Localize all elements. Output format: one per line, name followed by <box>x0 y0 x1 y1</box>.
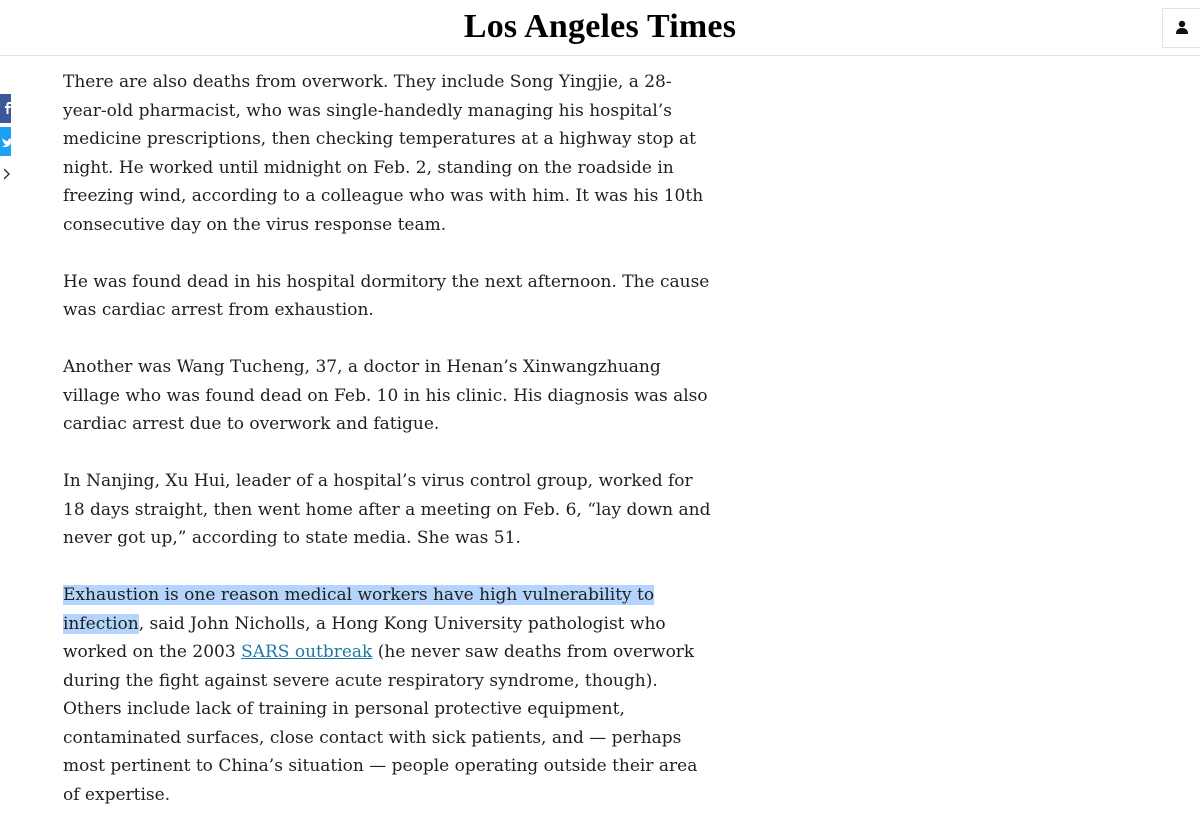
paragraph: Another was Wang Tucheng, 37, a doctor in Henan’s Xinwangzhuang village who was found dead on Feb. 10 in his clinic. His diagnosis was also cardiac arrest due to overwork and fatigue. <box>63 357 708 434</box>
account-button[interactable] <box>1162 8 1200 48</box>
twitter-share-button[interactable] <box>0 127 11 156</box>
article-body <box>63 68 713 838</box>
paragraph-text: , said John Nicholls, a Hong Kong University pathologist who worked on the 2003 <box>63 613 666 662</box>
more-share-button[interactable] <box>0 160 11 189</box>
chevron-right-icon <box>4 165 11 184</box>
user-icon <box>1175 19 1189 38</box>
paragraph: He was found dead in his hospital dormitory the next afternoon. The cause was cardiac arrest from exhaustion. <box>63 271 710 320</box>
facebook-icon <box>5 99 11 118</box>
site-logo[interactable]: Los Angeles Times <box>463 8 737 45</box>
twitter-icon <box>2 132 11 151</box>
paragraph: In Nanjing, Xu Hui, leader of a hospital’s virus control group, worked for 18 days straight, then went home after a meeting on Feb. 6, “lay down and never got up,” according to state media. She was 51. <box>63 471 711 548</box>
paragraph <box>63 581 713 809</box>
site-header <box>0 0 1200 56</box>
paragraph-text: (he never saw deaths from overwork during the fight against severe acute respiratory syndrome, though). Others include lack of training in personal protective equipment, contaminated surfaces, close contact with sick patients, and — perhaps most pertinent to China’s situation — people operating outside their area of expertise. <box>63 642 698 805</box>
paragraph: There are also deaths from overwork. They include Song Yingjie, a 28-year-old pharmacist, who was single-handedly managing his hospital’s medicine prescriptions, then checking temperatures at a highway stop at night. He worked until midnight on Feb. 2, standing on the roadside in freezing wind, according to a colleague who was with him. It was his 10th consecutive day on the virus response team. <box>63 72 704 235</box>
facebook-share-button[interactable] <box>0 94 11 123</box>
highlighted-text: Exhaustion is one reason medical workers have high vulnerability to infection <box>63 585 655 634</box>
sars-outbreak-link[interactable]: SARS outbreak <box>241 642 373 662</box>
